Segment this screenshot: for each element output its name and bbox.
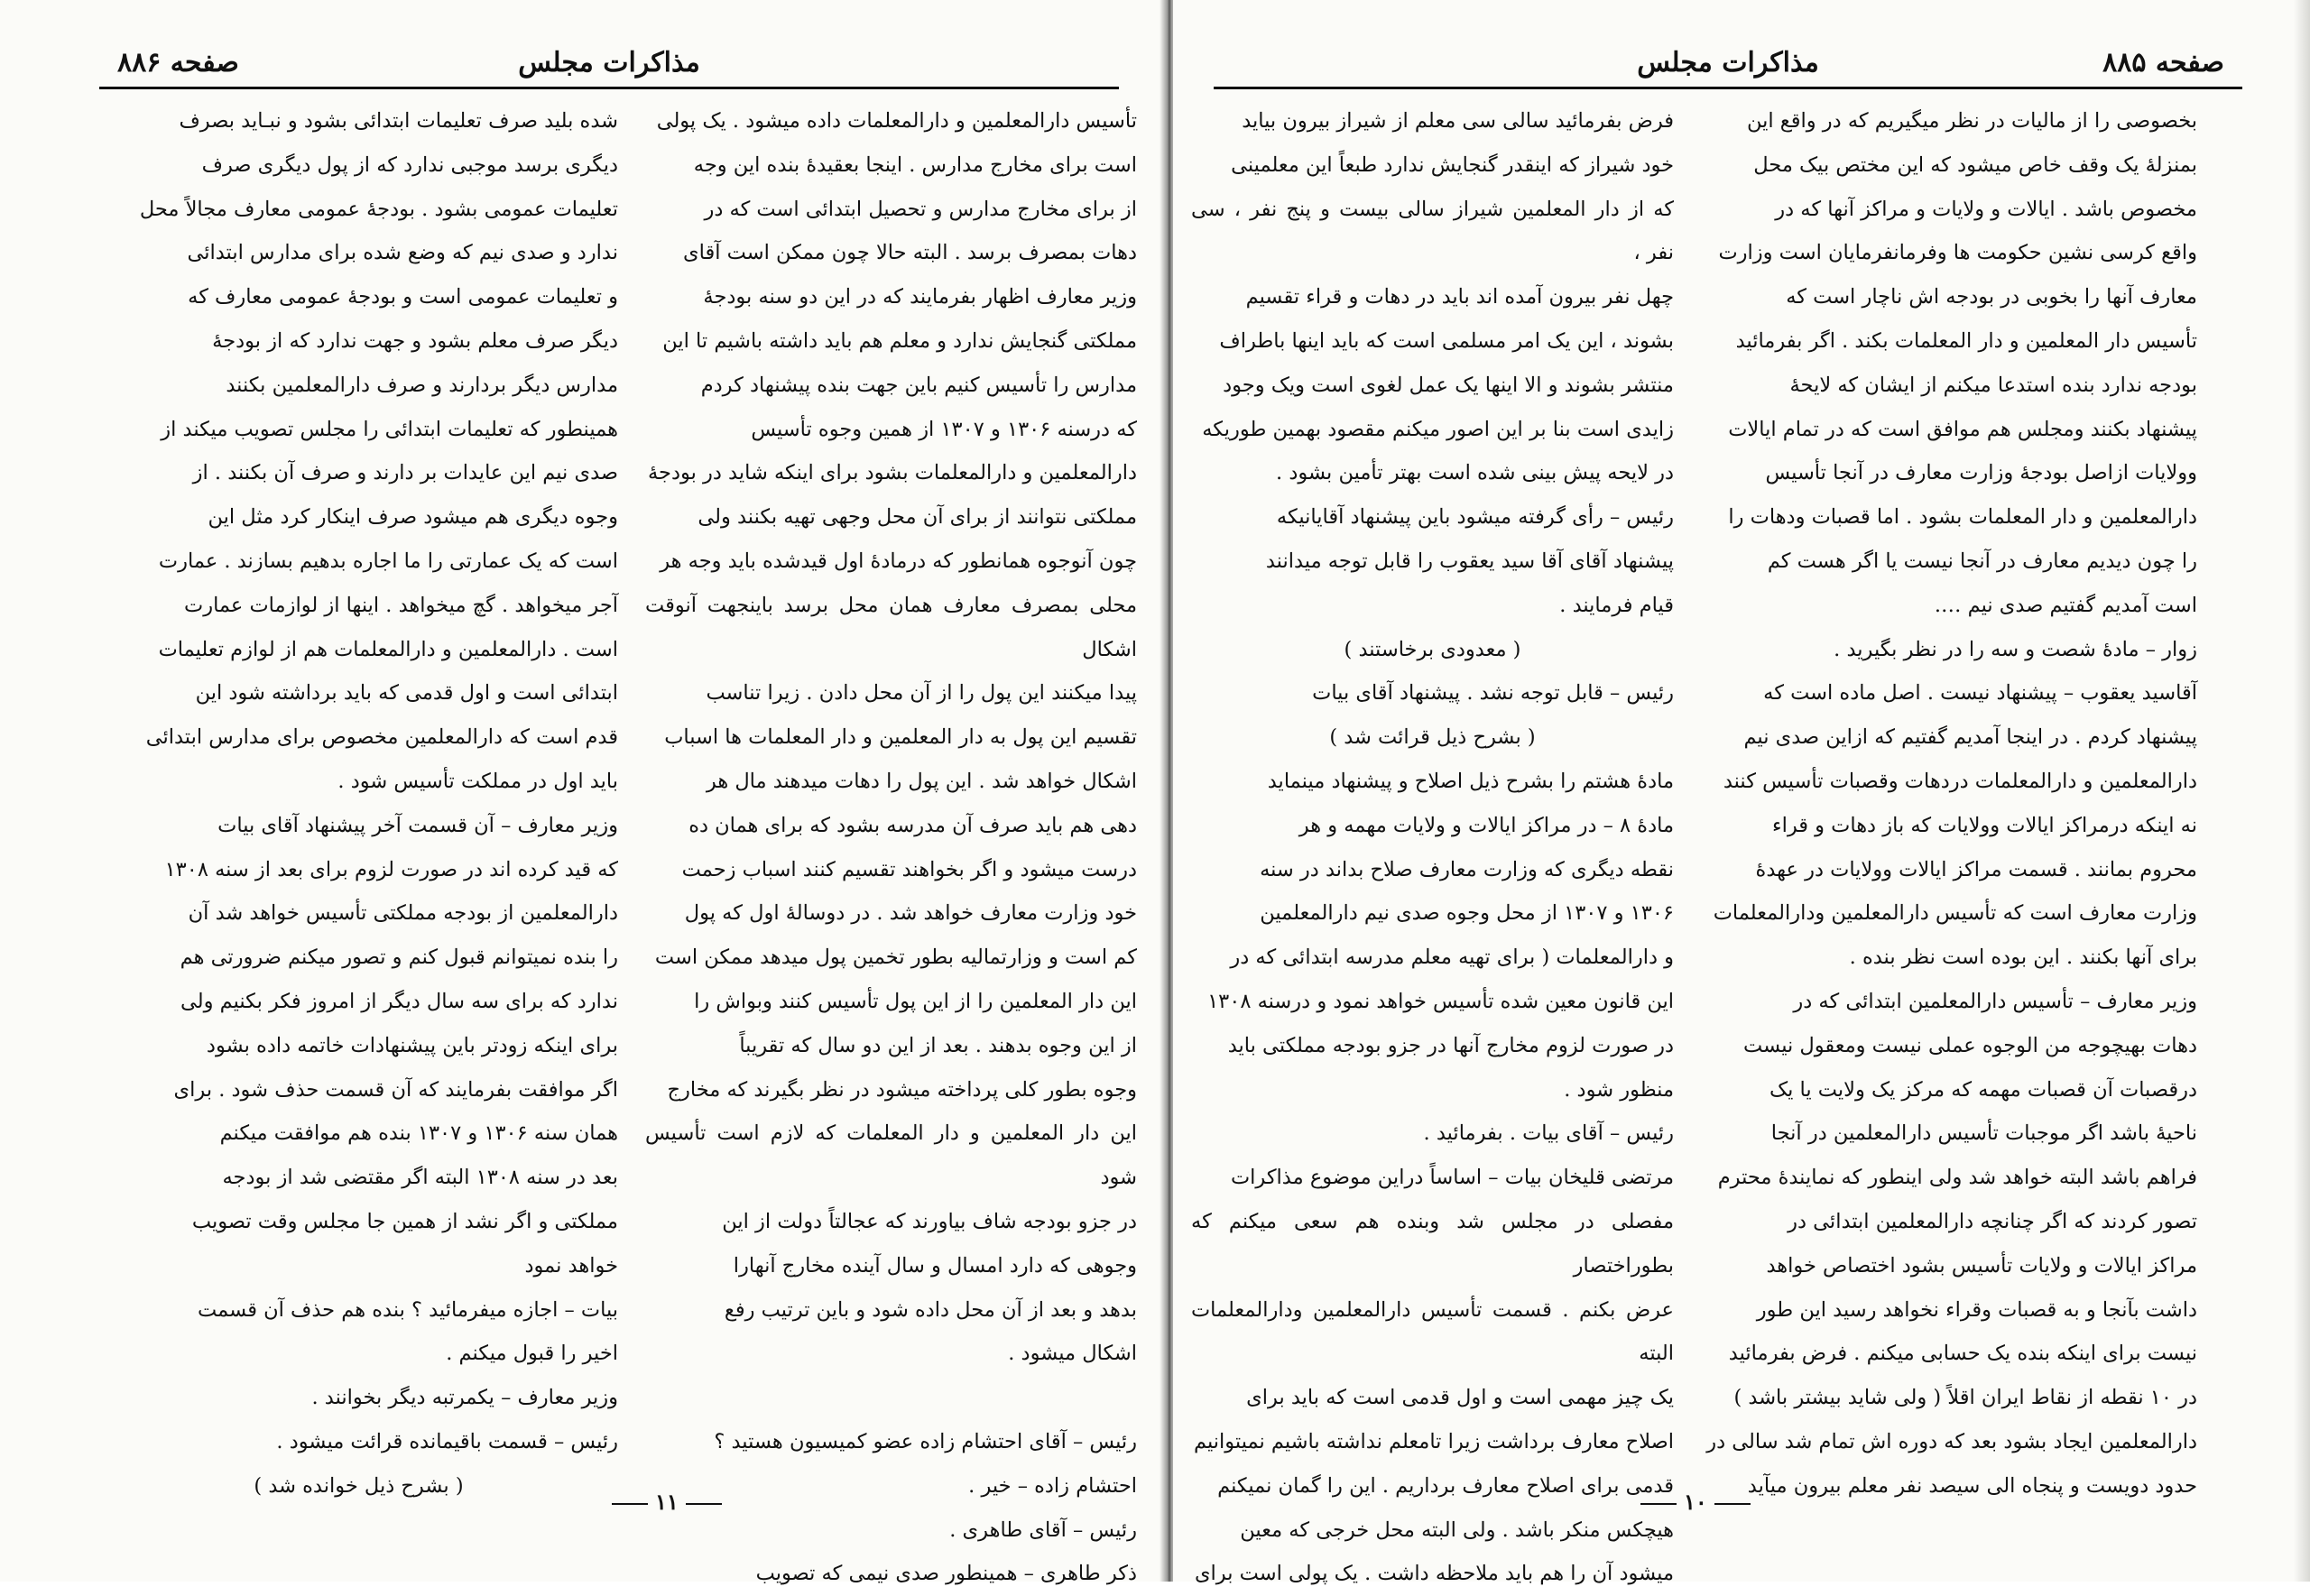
folio-number: ۱۰ bbox=[1684, 1489, 1707, 1515]
text-line: ندارد که برای سه سال دیگر از امروز فکر بکنیم ولی bbox=[180, 989, 618, 1013]
text-line: رئیس – رأی گرفته میشود باین پیشنهاد آقایانیکه bbox=[1276, 505, 1674, 530]
text-line: تأسیس دار المعلمین و دار المعلمات بکند . اگر بفرمائید bbox=[1735, 328, 2197, 353]
text-line: ندارد و صدی نیم که وضع شده برای مدارس ابتدائی bbox=[187, 241, 618, 265]
text-line: بخصوصی را از مالیات در نظر میگیریم که در واقع این bbox=[1747, 109, 2197, 133]
text-line: ( بشرح ذیل خوانده شد ) bbox=[254, 1473, 464, 1498]
text-line: تقسیم این پول به دار المعلمین و دار المعلمات ها اسباب bbox=[664, 725, 1137, 750]
text-line: اگر موافقت بفرمایند که آن قسمت حذف شود . برای bbox=[173, 1077, 618, 1102]
text-line: آقاسید یعقوب – پیشنهاد نیست . اصل ماده است که bbox=[1763, 681, 2197, 706]
text-line: اشکال خواهد شد . این پول را دهات میدهند مال هر bbox=[706, 769, 1137, 793]
text-line: کم است و وزارتمالیه بطور تخمین پول میدهد ممکن است bbox=[654, 946, 1137, 970]
text-line: دیگری برسد موجبی ندارد که از پول دیگری صرف bbox=[201, 152, 618, 177]
text-line: بمنزلهٔ یک وقف خاص میشود که این مختص بیک محل bbox=[1753, 152, 2197, 177]
text-line: وجوه دیگری هم میشود صرف اینکار کرد مثل این bbox=[208, 505, 618, 530]
text-line: است آمدیم گفتیم صدی نیم …. bbox=[1934, 593, 2197, 617]
page-number-header: صفحه ۸۸۶ bbox=[117, 47, 239, 78]
text-line: که درسنه ۱۳۰۶ و ۱۳۰۷ از همین وجوه تأسیس bbox=[751, 417, 1137, 441]
text-line: واقع کرسی نشین حکومت ها وفرمانفرمایان است وزارت bbox=[1718, 241, 2197, 265]
text-line: منظور شود . bbox=[1564, 1077, 1674, 1102]
text-line: را چون دیدیم معارف در آنجا نیست یا اگر هست کم bbox=[1767, 549, 2197, 573]
text-line: مفصلی در مجلس شد وبنده هم سعی میکنم که بطوراختصار bbox=[1191, 1209, 1674, 1278]
page-folio bbox=[1633, 1489, 1758, 1515]
text-line: پیشنهاد بکنند ومجلس هم موافق است که در تمام ایالات bbox=[1728, 417, 2197, 441]
text-line: محروم بمانند . قسمت مراکز ایالات وولایات در عهدهٔ bbox=[1755, 857, 2197, 881]
text-line: که قید کرده اند در صورت لزوم برای بعد از سنه ۱۳۰۸ bbox=[164, 857, 618, 881]
text-line: معارف آنها را بخوبی در بودجه اش ناچار است که bbox=[1786, 285, 2197, 309]
text-line: در جزو بودجه شاف بیاورند که عجالتاً دولت از این bbox=[722, 1209, 1137, 1233]
text-line: پیشنهاد آقای آقا سید یعقوب را قابل توجه میدانند bbox=[1265, 549, 1674, 573]
page-folio bbox=[605, 1489, 729, 1515]
text-line: ۱۳۰۶ و ۱۳۰۷ از محل وجوه صدی نیم دارالمعلمین bbox=[1260, 901, 1674, 926]
text-line: رئیس – آقای بیات . بفرمائید . bbox=[1423, 1121, 1674, 1146]
text-line: محلی بمصرف معارف همان محل برسد باینجهت آنوقت اشکال bbox=[645, 593, 1137, 661]
text-line: اخیر را قبول میکنم . bbox=[446, 1342, 618, 1366]
folio-number: ۱۱ bbox=[655, 1489, 679, 1515]
text-line: دارالمعلمین و دار المعلمات بشود . اما قصبات ودهات را bbox=[1728, 505, 2197, 530]
text-line: وزیر معارف – آن قسمت آخر پیشنهاد آقای بیات bbox=[217, 813, 618, 837]
text-line: ناحیهٔ باشد اگر موجبات تأسیس دارالمعلمین در آنجا bbox=[1770, 1121, 2197, 1146]
text-line: وزیر معارف – یکمرتبه دیگر بخوانند . bbox=[311, 1386, 618, 1410]
text-line: همان سنه ۱۳۰۶ و ۱۳۰۷ بنده هم موافقت میکنم bbox=[219, 1121, 618, 1146]
text-line: درقصبات آن قصبات مهمه که مرکز یک ولایت یا یک bbox=[1769, 1077, 2197, 1102]
text-line: است برای مخارج مدارس . اینجا بعقیدهٔ بنده این وجه bbox=[693, 152, 1137, 177]
text-line: پیشنهاد کردم . در اینجا آمدیم گفتیم که ازاین صدی نیم bbox=[1743, 725, 2197, 750]
text-line: است . دارالمعلمین و دارالمعلمات هم از لوازم تعلیمات bbox=[158, 637, 618, 661]
text-line: خواهد نمود bbox=[524, 1253, 618, 1278]
text-line: تأسیس دارالمعلمین و دارالمعلمات داده میشود . یک پولی bbox=[656, 109, 1137, 133]
text-line: مرتضی قلیخان بیات – اساساً دراین موضوع مذاکرات bbox=[1231, 1166, 1674, 1190]
text-line: عرض بکنم . قسمت تأسیس دارالمعلمین ودارالمعلمات البته bbox=[1191, 1297, 1674, 1366]
text-column-right bbox=[1696, 99, 2197, 1507]
text-line: وولایات ازاصل بودجهٔ وزارت معارف در آنجا تأسیس bbox=[1765, 461, 2197, 485]
text-line: دارالمعلمین از بودجه مملکتی تأسیس خواهد شد آن bbox=[188, 901, 618, 926]
text-line: یک چیز مهمی است و اول قدمی است که باید برای bbox=[1246, 1386, 1674, 1410]
text-line: احتشام زاده – خیر . bbox=[968, 1473, 1137, 1498]
text-line: باید اول در مملکت تأسیس شود . bbox=[337, 769, 618, 793]
text-line: دهی هم باید صرف آن مدرسه بشود که برای همان ده bbox=[688, 813, 1137, 837]
text-line: دهات بهیچوجه من الوجوه عملی نیست ومعقول نیست bbox=[1743, 1033, 2197, 1057]
text-line: شده بلید صرف تعلیمات ابتدائی بشود و نبـاید بصرف bbox=[179, 109, 618, 133]
text-line: این دار المعلمین را از این پول تأسیس کنند وبواش را bbox=[694, 989, 1137, 1013]
text-line: بیات – اجازه میفرمائید ؟ بنده هم حذف آن قسمت bbox=[198, 1297, 618, 1322]
text-line: خود وزارت معارف خواهد شد . در دوسالهٔ اول که پول bbox=[684, 901, 1137, 926]
text-line: چهل نفر بیرون آمده اند باید در دهات و قراء تقسیم bbox=[1245, 285, 1674, 309]
text-line: ابتدائی است و اول قدمی که باید برداشته شود این bbox=[195, 681, 618, 706]
text-line: وزارت معارف است که تأسیس دارالمعلمین ودارالمعلمات bbox=[1713, 901, 2197, 926]
text-line: در لایحه پیش بینی شده است بهتر تأمین بشود . bbox=[1276, 461, 1674, 485]
text-line: دیگر صرف معلم بشود و جهت ندارد که از بودجهٔ bbox=[212, 328, 618, 353]
text-line: مدارس را تأسیس کنیم باین جهت بنده پیشنهاد کردم bbox=[700, 373, 1137, 397]
text-line: منتشر بشوند و الا اینها یک عمل لغوی است ویک وجود bbox=[1223, 373, 1674, 397]
page-number-header: صفحه ۸۸۵ bbox=[2102, 47, 2224, 78]
text-line: که از دار المعلمین شیراز سالی بیست و پنج نفر ، سی نفر ، bbox=[1191, 197, 1674, 265]
text-line: رئیس – آقای طاهری . bbox=[949, 1518, 1137, 1542]
page-header bbox=[99, 47, 1119, 87]
text-line: درست میشود و اگر بخواهند تقسیم کنند اسباب زحمت bbox=[681, 857, 1137, 881]
text-line: نقطه دیگری که وزارت معارف صلاح بداند در سنه bbox=[1260, 857, 1674, 881]
text-line: تعلیمات عمومی بشود . بودجهٔ عمومی معارف مجالاً محل bbox=[139, 197, 618, 221]
text-line: مملکتی و اگر نشد از همین جا مجلس وقت تصویب bbox=[191, 1209, 618, 1233]
text-line: ( بشرح ذیل قرائت شد ) bbox=[1329, 725, 1536, 750]
text-line: رئیس – آقای احتشام زاده عضو کمیسیون هستید ؟ bbox=[714, 1429, 1137, 1453]
text-line: حدود دویست و پنجاه الی سیصد نفر معلم بیرون میآید bbox=[1747, 1473, 2197, 1498]
text-line: این دار المعلمین و دار المعلمات که لازم است تأسیس شود bbox=[645, 1121, 1137, 1190]
text-line: دهات بمصرف برسد . البته حالا چون ممکن است آقای bbox=[683, 241, 1137, 265]
text-line: بدهد و بعد از آن محل داده شود و باین ترتیب رفع bbox=[724, 1297, 1137, 1322]
text-line: در ۱۰ نقطه از نقاط ایران اقلاً ( ولی شاید بیشتر باشد ) bbox=[1733, 1386, 2197, 1410]
text-line: چون آنوجوه همانطور که درمادهٔ اول قیدشده باید وجه هر bbox=[660, 549, 1137, 573]
text-line: آجر میخواهد . گچ میخواهد . اینها از لوازمات عمارت bbox=[184, 593, 618, 617]
text-line: زوار – مادهٔ شصت و سه را در نظر بگیرید . bbox=[1834, 637, 2197, 661]
text-line: مملکتی نتوانند از برای آن محل وجهی تهیه بکنند ولی bbox=[698, 505, 1137, 530]
text-line: زایدی است بنا بر این اصور میکنم مقصود بهمین طوریکه bbox=[1202, 417, 1674, 441]
text-line: صدی نیم این عایدات بر دارند و صرف آن بکنند . از bbox=[192, 461, 618, 485]
text-line: را بنده نمیتوانم قبول کنم و تصور میکنم ضرورتی هم bbox=[180, 946, 618, 970]
text-line: نیست برای اینکه بنده یک حسابی میکنم . فرض بفرمائید bbox=[1728, 1342, 2197, 1366]
text-line: تصور کردند که اگر چنانچه دارالمعلمین ابتدائی در bbox=[1788, 1209, 2197, 1233]
right-page bbox=[1173, 0, 2310, 1586]
text-line: و تعلیمات عمومی است و بودجهٔ عمومی معارف که bbox=[188, 285, 618, 309]
text-line: این قانون معین شده تأسیس خواهد نمود و درسنه ۱۳۰۸ bbox=[1207, 989, 1674, 1013]
running-title: مذاکرات مجلس bbox=[1637, 47, 1819, 78]
text-line: داشت بآنجا و به قصبات وقراء نخواهد رسید این طور bbox=[1756, 1297, 2197, 1322]
text-line: مملکتی گنجایش ندارد و معلم هم باید داشته باشیم تا این bbox=[662, 328, 1137, 353]
text-line: رئیس – قسمت باقیمانده قرائت میشود . bbox=[276, 1429, 618, 1453]
text-line: برای آنها بکنند . این بوده است نظر بنده . bbox=[1849, 946, 2197, 970]
text-line: برای اینکه زودتر باین پیشنهادات خاتمه داده بشود bbox=[206, 1033, 618, 1057]
text-column-left bbox=[99, 99, 618, 1507]
text-line: وزیر معارف اظهار بفرمایند که در این دو سنه بودجهٔ bbox=[703, 285, 1137, 309]
text-line: ( معدودی برخاستند ) bbox=[1344, 637, 1521, 661]
text-line: رئیس – قابل توجه نشد . پیشنهاد آقای بیات bbox=[1312, 681, 1674, 706]
text-line: میشود آن را هم باید ملاحظه داشت . یک پولی است برای bbox=[1194, 1562, 1674, 1586]
text-line: دارالمعلمین ایجاد بشود بعد که دوره اش تمام شد سالی در bbox=[1706, 1429, 2197, 1453]
text-line: مدارس دیگر بردارند و صرف دارالمعلمین بکنند bbox=[226, 373, 618, 397]
text-line: اشکال میشود . bbox=[1008, 1342, 1137, 1366]
text-line: مخصوص باشد . ایالات و ولایات و مراکز آنها که در bbox=[1775, 197, 2197, 221]
text-line: است که یک عمارتی را ما اجاره بدهیم بسازند . عمارت bbox=[158, 549, 618, 573]
text-column-left bbox=[1191, 99, 1674, 1586]
running-title: مذاکرات مجلس bbox=[518, 47, 700, 78]
text-line: وجوه بطور کلی پرداخته میشود در نظر بگیرند که مخارج bbox=[667, 1077, 1137, 1102]
header-rule bbox=[99, 87, 1119, 89]
page-edge bbox=[2294, 0, 2310, 1582]
text-line: قدم است که دارالمعلمین مخصوص برای مدارس ابتدائی bbox=[145, 725, 618, 750]
text-line: نه اینکه درمراکز ایالات وولایات که باز دهات و قراء bbox=[1771, 813, 2197, 837]
text-line: ذکر طاهری – همینطور صدی نیمی که تصویب bbox=[755, 1562, 1137, 1586]
text-line: قیام فرمایند . bbox=[1559, 593, 1674, 617]
text-line: همینطور که تعلیمات ابتدائی را مجلس تصویب میکند از bbox=[161, 417, 618, 441]
text-line: و دارالمعلمات ( برای تهیه معلم مدرسه ابتدائی که در bbox=[1230, 946, 1674, 970]
text-line: پیدا میکنند این پول را از آن محل دادن . زیرا تناسب bbox=[706, 681, 1137, 706]
header-rule bbox=[1214, 87, 2242, 89]
text-line: مادهٔ هشتم را بشرح ذیل اصلاح و پیشنهاد مینماید bbox=[1267, 769, 1674, 793]
text-line: در صورت لزوم مخارج آنها در جزو بودجه مملکتی باید bbox=[1227, 1033, 1674, 1057]
text-line: اصلاح معارف برداشت زیرا تامعلم نداشته باشیم نمیتوانیم bbox=[1194, 1429, 1674, 1453]
page-header bbox=[1214, 47, 2242, 87]
text-line: خود شیراز که اینقدر گنجایش ندارد طبعاً این معلمینی bbox=[1231, 152, 1674, 177]
text-line bbox=[645, 1376, 1137, 1420]
text-line: از برای مخارج مدارس و تحصیل ابتدائی است که در bbox=[704, 197, 1137, 221]
text-line: بودجه ندارد بنده استدعا میکنم از ایشان که لایحهٔ bbox=[1789, 373, 2197, 397]
text-column-right bbox=[645, 99, 1137, 1586]
text-line: مادهٔ ۸ – در مراکز ایالات و ولایات مهمه و هر bbox=[1298, 813, 1674, 837]
text-line: هیچکس منکر باشد . ولی البته محل خرجی که معین bbox=[1240, 1518, 1674, 1542]
text-line: دارالمعلمین و دارالمعلمات دردهات وقصبات تأسیس کنند bbox=[1723, 769, 2197, 793]
text-line: بشوند ، این یک امر مسلمی است که باید اینها باطراف bbox=[1219, 328, 1674, 353]
text-line: مراکز ایالات و ولایات تأسیس بشود اختصاص خواهد bbox=[1766, 1253, 2197, 1278]
text-line: بعد در سنه ۱۳۰۸ البته اگر مقتضی شد از بودجه bbox=[222, 1166, 618, 1190]
text-line: فراهم باشد البته خواهد شد ولی اینطور که نمایندهٔ محترم bbox=[1717, 1166, 2197, 1190]
text-line: قدمی برای اصلاح معارف برداریم . این را گمان نمیکنم bbox=[1217, 1473, 1674, 1498]
text-line: وزیر معارف – تأسیس دارالمعلمین ابتدائی که در bbox=[1793, 989, 2197, 1013]
text-line: دارالمعلمین و دارالمعلمات بشود برای اینکه شاید در بودجهٔ bbox=[647, 461, 1137, 485]
text-line: فرض بفرمائید سالی سی معلم از شیراز بیرون بیاید bbox=[1242, 109, 1674, 133]
text-line: از این وجوه بدهند . بعد از این دو سال که تقریباً bbox=[739, 1033, 1137, 1057]
text-line: وجوهی که دارد امسال و سال آینده مخارج آنهارا bbox=[733, 1253, 1137, 1278]
